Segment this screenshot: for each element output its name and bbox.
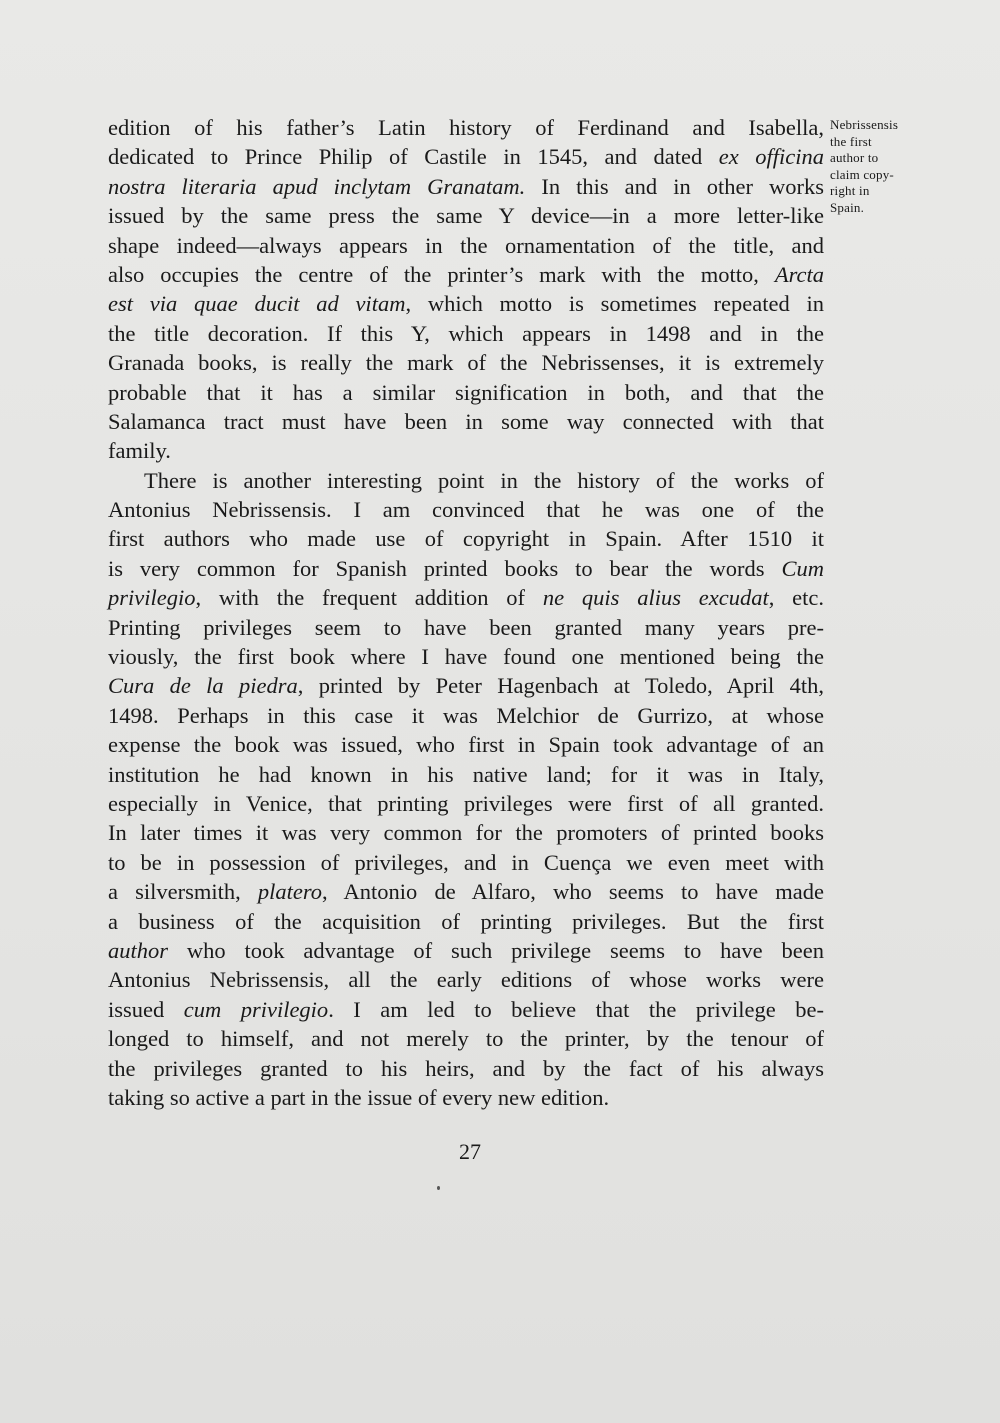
italic-text: ex officina (718, 144, 824, 170)
text-run: edition of his father’s Latin history of Ferdinand and Isabella, (108, 115, 824, 140)
text-run: family. (108, 438, 171, 464)
text-line (108, 495, 824, 524)
text-run: longed to himself, and not merely to the printer, by the tenour of (108, 1026, 824, 1052)
text-line (108, 554, 824, 583)
margin-note-line: Nebrissensis (830, 117, 899, 132)
text-run: especially in Venice, that printing privileges were first of all granted. (108, 790, 824, 816)
italic-text: est via quae ducit ad vitam (108, 291, 406, 317)
text-run: Salamanca tract must have been in some way connected with that (108, 408, 824, 434)
margin-note-line: author to (830, 150, 879, 165)
margin-note-line: right in (830, 183, 870, 198)
italic-text: ne quis alius excudat (542, 585, 769, 611)
text-run: a business of the acquisition of printing privileges. But the first (108, 908, 824, 934)
text-run: a silversmith, (108, 879, 258, 905)
italic-text: platero (257, 879, 323, 905)
text-run: Granada books, is really the mark of the Nebrissenses, it is extremely (108, 350, 824, 376)
text-line (108, 877, 824, 906)
text-run: shape indeed—always appears in the ornamentation of the title, and (108, 232, 824, 258)
text-run: probable that it has a similar signification in both, and that the (108, 379, 824, 405)
text-line (108, 260, 824, 289)
italic-text: Cura de la piedra (108, 673, 298, 699)
text-run: who took advantage of such privilege seems to have been (168, 937, 824, 963)
text-run: the privileges granted to his heirs, and by the fact of his always (108, 1055, 824, 1081)
text-run: , etc. (768, 585, 824, 611)
text-line (108, 760, 824, 789)
ink-speck (437, 1186, 440, 1190)
text-line (108, 789, 824, 818)
text-line (108, 583, 824, 612)
text-run: , which motto is sometimes repeated in (405, 291, 824, 317)
text-run: issued (108, 996, 184, 1022)
margin-note-line: Spain. (830, 199, 865, 215)
margin-note-line: the first (830, 133, 872, 149)
text-run: There is another interesting point in the history of the works of (144, 467, 824, 493)
text-run: In this and in other works (525, 173, 825, 199)
margin-note-line: claim copy- (830, 166, 894, 182)
text-line (108, 319, 824, 348)
text-run: Antonius Nebrissensis. I am convinced that he was one of the (108, 497, 824, 523)
text-line (108, 818, 824, 847)
italic-text: privilegio (108, 585, 196, 611)
text-line (108, 113, 824, 142)
text-run: . I am led to believe that the privilege be- (328, 996, 824, 1022)
text-line (108, 231, 824, 260)
text-line (108, 613, 824, 642)
text-line (108, 965, 824, 994)
text-line (108, 407, 824, 436)
text-line (108, 671, 824, 700)
text-line (108, 436, 824, 465)
text-line (108, 142, 824, 171)
text-run: the title decoration. If this Y, which appears in 1498 and in the (108, 320, 824, 346)
text-line (108, 995, 824, 1024)
italic-text: author (108, 937, 169, 963)
italic-text: nostra literaria apud inclytam Granatam. (108, 173, 526, 199)
text-line (108, 378, 824, 407)
text-run: , printed by Peter Hagenbach at Toledo, April 4th, (297, 673, 824, 699)
page-number: 27 (459, 1139, 481, 1164)
text-line (108, 642, 824, 671)
text-line (108, 907, 824, 936)
italic-text: Arcta (774, 261, 824, 287)
text-line (108, 201, 824, 230)
text-line (108, 172, 824, 201)
text-run: dedicated to Prince Philip of Castile in 1545, and dated (108, 144, 719, 170)
text-run: Printing privileges seem to have been granted many years pre- (108, 614, 824, 640)
text-run: viously, the first book where I have found one mentioned being the (108, 644, 824, 670)
text-line (108, 1024, 824, 1053)
text-line (108, 730, 824, 759)
text-run: , Antonio de Alfaro, who seems to have made (322, 879, 824, 905)
text-line (108, 289, 824, 318)
text-run: In later times it was very common for the promoters of printed books (108, 820, 824, 846)
text-line (108, 936, 824, 965)
italic-text: Cum (781, 555, 824, 581)
text-line (108, 1054, 824, 1083)
text-run: to be in possession of privileges, and in Cuença we even meet with (108, 849, 824, 875)
margin-note (830, 117, 940, 216)
text-run: is very common for Spanish printed books to bear the words (108, 555, 782, 581)
text-line (108, 466, 824, 495)
text-line (108, 524, 824, 553)
text-run: issued by the same press the same Y device—in a more letter-like (108, 203, 824, 229)
text-run: Antonius Nebrissensis, all the early editions of whose works were (108, 967, 824, 993)
text-line (108, 1083, 824, 1112)
text-line (108, 701, 824, 730)
text-run: also occupies the centre of the printer’s mark with the motto, (108, 261, 775, 287)
text-run: institution he had known in his native land; for it was in Italy, (108, 761, 824, 787)
italic-text: cum privilegio (183, 996, 329, 1022)
text-line (108, 348, 824, 377)
text-run: first authors who made use of copyright in Spain. After 1510 it (108, 526, 824, 552)
text-run: expense the book was issued, who first in Spain took advantage of an (108, 732, 824, 758)
text-run: taking so active a part in the issue of every new edition. (108, 1084, 610, 1110)
body-text (108, 113, 824, 1112)
text-run: 1498. Perhaps in this case it was Melchior de Gurrizo, at whose (108, 702, 824, 728)
text-run: , with the frequent addition of (195, 585, 543, 611)
text-line (108, 848, 824, 877)
